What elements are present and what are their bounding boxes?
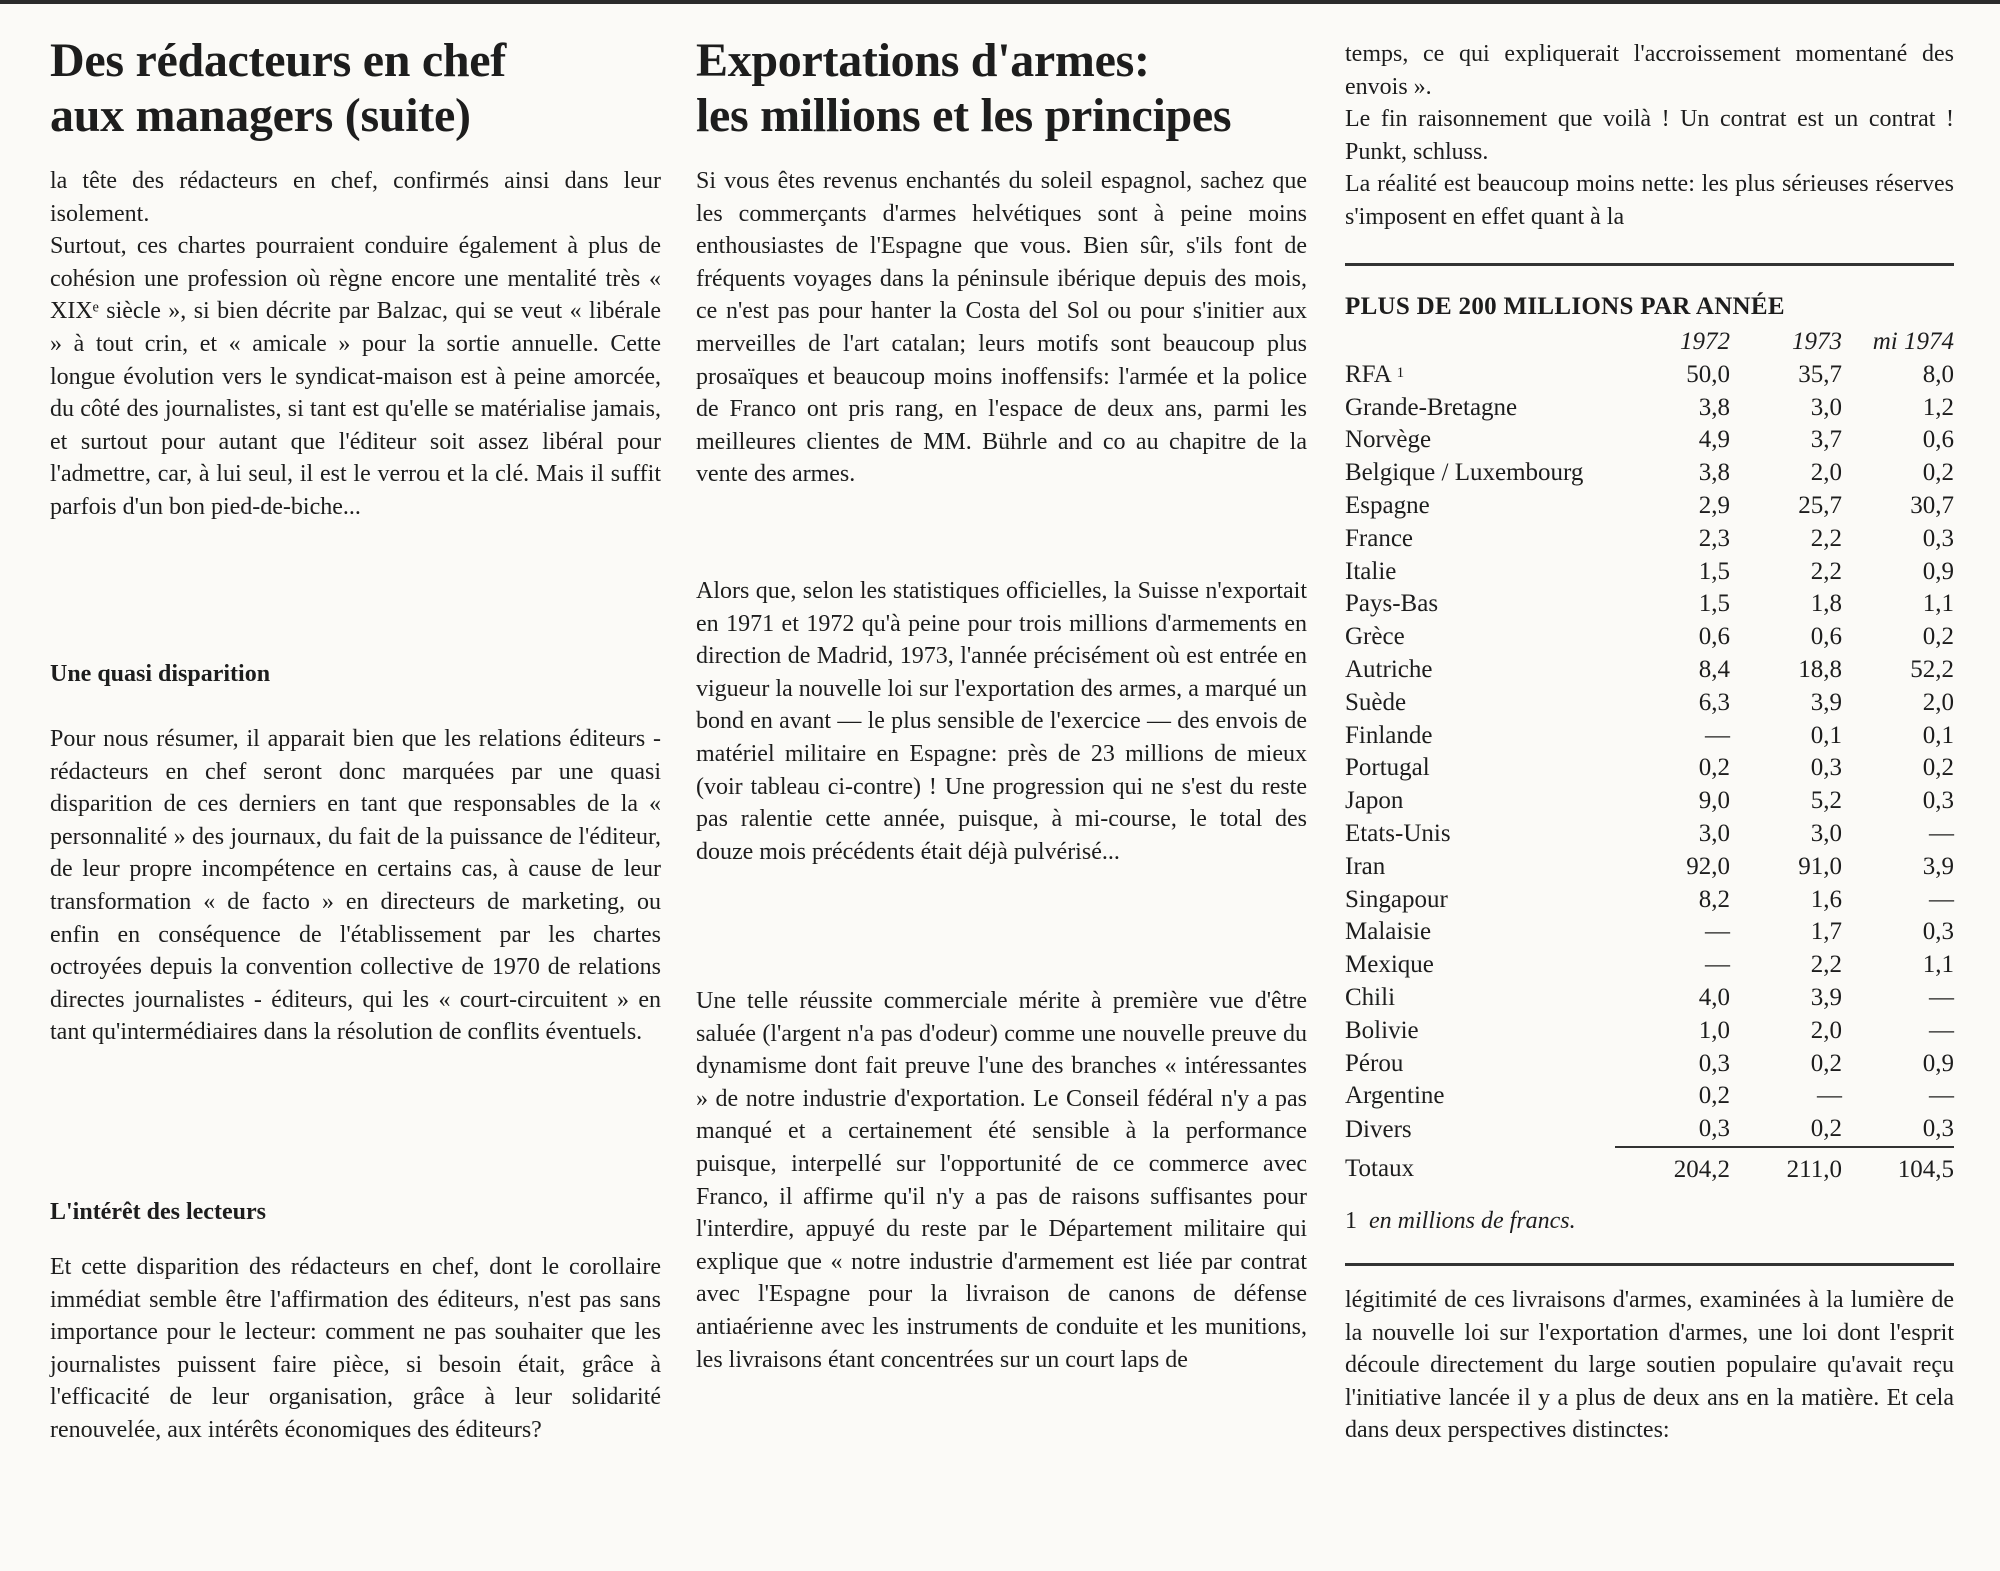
country-cell xyxy=(1345,687,1615,720)
table-row xyxy=(1345,424,1954,457)
value-cell: 3,8 xyxy=(1698,459,1730,487)
value-cell: 1,1 xyxy=(1922,590,1954,618)
country-cell xyxy=(1345,490,1615,523)
country-cell xyxy=(1345,982,1615,1015)
body-text-block xyxy=(50,165,661,524)
table-header-year: mi 1974 xyxy=(1872,328,1954,355)
value-cell: 2,0 xyxy=(1810,459,1842,487)
country-cell xyxy=(1345,884,1615,917)
paragraph: Le fin raisonnement que voilà ! Un contrat est un contrat ! Punkt, schluss. xyxy=(1345,106,1954,165)
value-cell: 1,2 xyxy=(1922,393,1954,421)
table-row xyxy=(1345,884,1954,917)
body-text-block xyxy=(50,723,661,1049)
country-cell xyxy=(1345,752,1615,785)
table-row xyxy=(1345,916,1954,949)
value-cell: — xyxy=(1705,951,1730,979)
value-cell: 92,0 xyxy=(1686,852,1730,880)
value-cell: 91,0 xyxy=(1798,852,1842,880)
paragraph: Alors que, selon les statistiques officielles, la Suisse n'exportait en 1971 et 1972 qu'à peine pour trois millions d'armements en direction de Madrid, 1973, l'année précisément où est entrée en vigueur la nouvelle loi sur l'exportation des armes, a marqué un bond en avant — le plus sensible de l'exercice — des envois de matériel militaire en Espagne: près de 23 millions de mieux (voir tableau ci-contre) ! Une progression qui ne s'est du reste pas ralentie cette année, puisque, à mi-course, le total des douze mois précédents était déjà pulvérisé... xyxy=(696,578,1307,865)
value-cell: 2,0 xyxy=(1922,688,1954,716)
value-cell: 4,0 xyxy=(1698,983,1730,1011)
value-cell: 1,0 xyxy=(1698,1016,1730,1044)
value-cell: 0,3 xyxy=(1922,524,1954,552)
country-cell xyxy=(1345,359,1615,392)
value-cell: — xyxy=(1817,1082,1842,1110)
value-cell: 3,9 xyxy=(1810,983,1842,1011)
value-cell: 1,5 xyxy=(1698,557,1730,585)
article-title-editors xyxy=(50,33,661,143)
country-name: Finlande xyxy=(1345,721,1433,749)
country-cell xyxy=(1345,457,1615,490)
value-cell: 8,0 xyxy=(1922,360,1954,388)
value-cell: — xyxy=(1929,1082,1954,1110)
paragraph: Et cette disparition des rédacteurs en chef, dont le corollaire immédiat semble être l'affirmation des éditeurs, n'est pas sans importance pour le lecteur: comment ne pas souhaiter que les journalistes puissent faire pièce, si besoin était, grâce à l'efficacité de leur organisation, grâce à leur solidarité renouvelée, aux intérêts économiques des éditeurs? xyxy=(50,1254,661,1443)
table-header-empty xyxy=(1345,326,1615,359)
value-cell: 1,8 xyxy=(1810,590,1842,618)
country-name: Norvège xyxy=(1345,426,1432,454)
value-cell: 0,1 xyxy=(1922,721,1954,749)
paragraph: la tête des rédacteurs en chef, confirmés ainsi dans leur isolement. xyxy=(50,168,661,227)
top-rule xyxy=(0,0,2000,4)
table-totals-row xyxy=(1345,1147,1954,1187)
country-name: Espagne xyxy=(1345,491,1430,519)
country-cell xyxy=(1345,818,1615,851)
value-cell: 18,8 xyxy=(1798,655,1842,683)
table-row xyxy=(1345,687,1954,720)
country-name: Grèce xyxy=(1345,623,1405,651)
country-name: Iran xyxy=(1345,852,1386,880)
table-title: PLUS DE 200 MILLIONS PAR ANNÉE xyxy=(1345,293,1785,320)
table-row xyxy=(1345,359,1954,392)
table-row xyxy=(1345,588,1954,621)
value-cell: 8,4 xyxy=(1698,655,1730,683)
title-line: les millions et les principes xyxy=(696,89,1232,142)
table-row xyxy=(1345,556,1954,589)
country-name: Pérou xyxy=(1345,1049,1404,1077)
value-cell: 3,7 xyxy=(1810,426,1842,454)
table-row xyxy=(1345,1048,1954,1081)
table-row xyxy=(1345,949,1954,982)
value-cell: 1,1 xyxy=(1922,951,1954,979)
value-cell: 0,9 xyxy=(1922,557,1954,585)
totals-value: 204,2 xyxy=(1615,1147,1730,1187)
country-cell xyxy=(1345,851,1615,884)
table-row xyxy=(1345,392,1954,425)
value-cell: — xyxy=(1929,885,1954,913)
table-header-year: 1972 xyxy=(1680,328,1730,355)
value-cell: 0,3 xyxy=(1810,754,1842,782)
table-row xyxy=(1345,851,1954,884)
country-name: France xyxy=(1345,524,1414,552)
value-cell: 2,9 xyxy=(1698,491,1730,519)
article-title-arms-exports xyxy=(696,33,1307,143)
value-cell: 0,3 xyxy=(1922,918,1954,946)
country-name: Japon xyxy=(1345,787,1404,815)
table-header-row xyxy=(1345,326,1954,359)
subheading-quasi-disparition: Une quasi disparition xyxy=(50,661,271,687)
table-row xyxy=(1345,818,1954,851)
country-cell xyxy=(1345,654,1615,687)
body-text-block xyxy=(1345,1284,1954,1447)
totals-value: 104,5 xyxy=(1842,1147,1954,1187)
value-cell: 30,7 xyxy=(1910,491,1954,519)
value-cell: 2,0 xyxy=(1810,1016,1842,1044)
value-cell: 0,6 xyxy=(1922,426,1954,454)
value-cell: 1,5 xyxy=(1698,590,1730,618)
table-row xyxy=(1345,490,1954,523)
value-cell: 0,2 xyxy=(1810,1049,1842,1077)
country-name: Autriche xyxy=(1345,655,1433,683)
table-header-year: 1973 xyxy=(1792,328,1842,355)
value-cell: 0,2 xyxy=(1922,623,1954,651)
country-cell xyxy=(1345,1113,1615,1147)
value-cell: 4,9 xyxy=(1698,426,1730,454)
paragraph: Surtout, ces chartes pourraient conduire également à plus de cohésion une profession où règne encore une mentalité très « XIXᵉ siècle », si bien décrite par Balzac, qui se veut « libérale » à tout crin, et « amicale » pour la sortie annuelle. Cette longue évolution vers le syndicat-maison est à peine amorcée, du côté des journalistes, si tant est qu'elle se matérialise jamais, et surtout pour autant que l'éditeur soit assez libéral pour l'admettre, car, à lui seul, il est le verrou et la clé. Mais il suffit parfois d'un bon pied-de-biche... xyxy=(50,233,661,520)
value-cell: 2,2 xyxy=(1810,951,1842,979)
country-cell xyxy=(1345,523,1615,556)
country-name: Belgique / Luxembourg xyxy=(1345,459,1584,487)
value-cell: 1,6 xyxy=(1810,885,1842,913)
country-name: Divers xyxy=(1345,1115,1412,1143)
value-cell: 0,3 xyxy=(1698,1049,1730,1077)
value-cell: 3,9 xyxy=(1810,688,1842,716)
value-cell: 0,3 xyxy=(1922,1115,1954,1143)
country-cell xyxy=(1345,392,1615,425)
country-name: Italie xyxy=(1345,557,1397,585)
value-cell: 1,7 xyxy=(1810,918,1842,946)
totals-label: Totaux xyxy=(1345,1155,1415,1183)
totals-value: 211,0 xyxy=(1730,1147,1842,1187)
value-cell: 0,2 xyxy=(1698,1082,1730,1110)
value-cell: 8,2 xyxy=(1698,885,1730,913)
paragraph: La réalité est beaucoup moins nette: les plus sérieuses réserves s'imposent en effet quant à la xyxy=(1345,171,1954,230)
title-line: Exportations d'armes: xyxy=(696,34,1150,87)
country-cell xyxy=(1345,949,1615,982)
table-body xyxy=(1345,359,1954,1147)
country-cell xyxy=(1345,1015,1615,1048)
country-cell xyxy=(1345,916,1615,949)
country-cell xyxy=(1345,424,1615,457)
footnote-text: en millions de francs. xyxy=(1369,1208,1576,1234)
country-name: Portugal xyxy=(1345,754,1430,782)
value-cell: 6,3 xyxy=(1698,688,1730,716)
value-cell: 0,6 xyxy=(1698,623,1730,651)
value-cell: 0,3 xyxy=(1922,787,1954,815)
value-cell: 0,2 xyxy=(1698,754,1730,782)
country-name: Mexique xyxy=(1345,951,1434,979)
table-bottom-rule xyxy=(1345,1263,1954,1266)
country-cell xyxy=(1345,1080,1615,1113)
country-cell xyxy=(1345,720,1615,753)
country-name: Suède xyxy=(1345,688,1407,716)
country-cell xyxy=(1345,556,1615,589)
value-cell: 2,3 xyxy=(1698,524,1730,552)
body-text-block xyxy=(696,575,1307,868)
value-cell: 0,1 xyxy=(1810,721,1842,749)
value-cell: 3,0 xyxy=(1810,393,1842,421)
body-text-block xyxy=(1345,38,1954,234)
table-top-rule xyxy=(1345,263,1954,266)
value-cell: 0,9 xyxy=(1922,1049,1954,1077)
value-cell: 3,0 xyxy=(1698,819,1730,847)
table-row xyxy=(1345,785,1954,818)
value-cell: 2,2 xyxy=(1810,524,1842,552)
subheading-interet-lecteurs: L'intérêt des lecteurs xyxy=(50,1199,266,1225)
paragraph: Une telle réussite commerciale mérite à première vue d'être saluée (l'argent n'a pas d'odeur) comme une nouvelle preuve du dynamisme dont fait preuve l'une des branches « intéressantes » de notre industrie d'exportation. Le Conseil fédéral n'y a pas manqué et a certainement été sensible à la performance puisque, interpellé sur l'opportunité de ce commerce avec Franco, il affirme qu'il n'y a pas de raisons suffisantes pour l'interdire, appuyé du reste par le Département militaire qui explique que « notre industrie d'armement est liée par contrat avec l'Espagne pour la livraison de canons de défense antiaérienne avec les instruments de conduite et les munitions, les livraisons étant concentrées sur un court laps de xyxy=(696,988,1307,1373)
value-cell: 35,7 xyxy=(1798,360,1842,388)
country-cell xyxy=(1345,588,1615,621)
value-cell: 3,8 xyxy=(1698,393,1730,421)
value-cell: 50,0 xyxy=(1686,360,1730,388)
paragraph: temps, ce qui expliquerait l'accroissement momentané des envois ». xyxy=(1345,41,1954,100)
title-line: aux managers (suite) xyxy=(50,89,471,142)
value-cell: 25,7 xyxy=(1798,491,1842,519)
country-name: Bolivie xyxy=(1345,1016,1419,1044)
value-cell: 0,6 xyxy=(1810,623,1842,651)
table-row xyxy=(1345,1015,1954,1048)
table-row xyxy=(1345,621,1954,654)
value-cell: 3,9 xyxy=(1922,852,1954,880)
country-name: RFA xyxy=(1345,360,1391,388)
table-row xyxy=(1345,457,1954,490)
body-text-block xyxy=(50,1251,661,1447)
country-name: Pays-Bas xyxy=(1345,590,1439,618)
value-cell: 0,2 xyxy=(1810,1115,1842,1143)
value-cell: 9,0 xyxy=(1698,787,1730,815)
body-text-block xyxy=(696,165,1307,491)
country-name: Malaisie xyxy=(1345,918,1432,946)
paragraph: Si vous êtes revenus enchantés du soleil espagnol, sachez que les commerçants d'armes helvétiques sont à peine moins enthousiastes de l'Espagne que vous. Bien sûr, s'ils font de fréquents voyages dans la péninsule ibérique depuis des mois, ce n'est pas pour hanter la Costa del Sol ou pour s'initier aux merveilles de l'art catalan; leurs motifs sont beaucoup plus prosaïques et beaucoup moins inoffensifs: l'armée et la police de Franco ont pris rang, en l'espace de deux ans, parmi les meilleures clientes de MM. Bührle and co au chapitre de la vente des armes. xyxy=(696,168,1307,488)
country-name: Grande-Bretagne xyxy=(1345,393,1518,421)
value-cell: 3,0 xyxy=(1810,819,1842,847)
value-cell: 2,2 xyxy=(1810,557,1842,585)
country-name: Singapour xyxy=(1345,885,1448,913)
table-row xyxy=(1345,982,1954,1015)
value-cell: 0,2 xyxy=(1922,459,1954,487)
table-row xyxy=(1345,752,1954,785)
country-name: Etats-Unis xyxy=(1345,819,1451,847)
value-cell: 5,2 xyxy=(1810,787,1842,815)
paragraph: Pour nous résumer, il apparait bien que les relations éditeurs - rédacteurs en chef seront donc marquées par une quasi disparition de ces derniers en tant que responsables de la « personnalité » des journaux, du fait de la puissance de l'éditeur, de leur propre incompétence en certains cas, à cause de leur transformation « de facto » en directeurs de marketing, ou enfin en conséquence de l'établissement par les chartes octroyées depuis la convention collective de 1970 de relations directes journalistes - éditeurs, qui les « court-circuitent » en tant qu'intermédiaires dans la résolution de conflits éventuels. xyxy=(50,726,661,1046)
body-text-block xyxy=(696,985,1307,1376)
value-cell: — xyxy=(1929,1016,1954,1044)
country-cell xyxy=(1345,621,1615,654)
value-cell: — xyxy=(1705,918,1730,946)
country-cell xyxy=(1345,785,1615,818)
value-cell: 0,3 xyxy=(1698,1115,1730,1143)
arms-exports-table xyxy=(1345,326,1954,1187)
country-name: Argentine xyxy=(1345,1082,1445,1110)
table-row xyxy=(1345,523,1954,556)
value-cell: — xyxy=(1705,721,1730,749)
value-cell: — xyxy=(1929,983,1954,1011)
table-row xyxy=(1345,1113,1954,1147)
value-cell: 0,2 xyxy=(1922,754,1954,782)
footnote-marker: 1 xyxy=(1345,1208,1357,1234)
title-line: Des rédacteurs en chef xyxy=(50,34,506,87)
table-row xyxy=(1345,1080,1954,1113)
value-cell: 52,2 xyxy=(1910,655,1954,683)
country-name: Chili xyxy=(1345,983,1396,1011)
table-row xyxy=(1345,654,1954,687)
table-footnote xyxy=(1345,1208,1576,1235)
footnote-ref: 1 xyxy=(1396,364,1405,381)
country-cell xyxy=(1345,1048,1615,1081)
value-cell: — xyxy=(1929,819,1954,847)
paragraph: légitimité de ces livraisons d'armes, examinées à la lumière de la nouvelle loi sur l'exportation d'armes, une loi dont l'esprit découle directement du large soutien populaire qu'avait reçu l'initiative lancée il y a plus de deux ans en la matière. Et cela dans deux perspectives distinctes: xyxy=(1345,1287,1954,1444)
table-row xyxy=(1345,720,1954,753)
